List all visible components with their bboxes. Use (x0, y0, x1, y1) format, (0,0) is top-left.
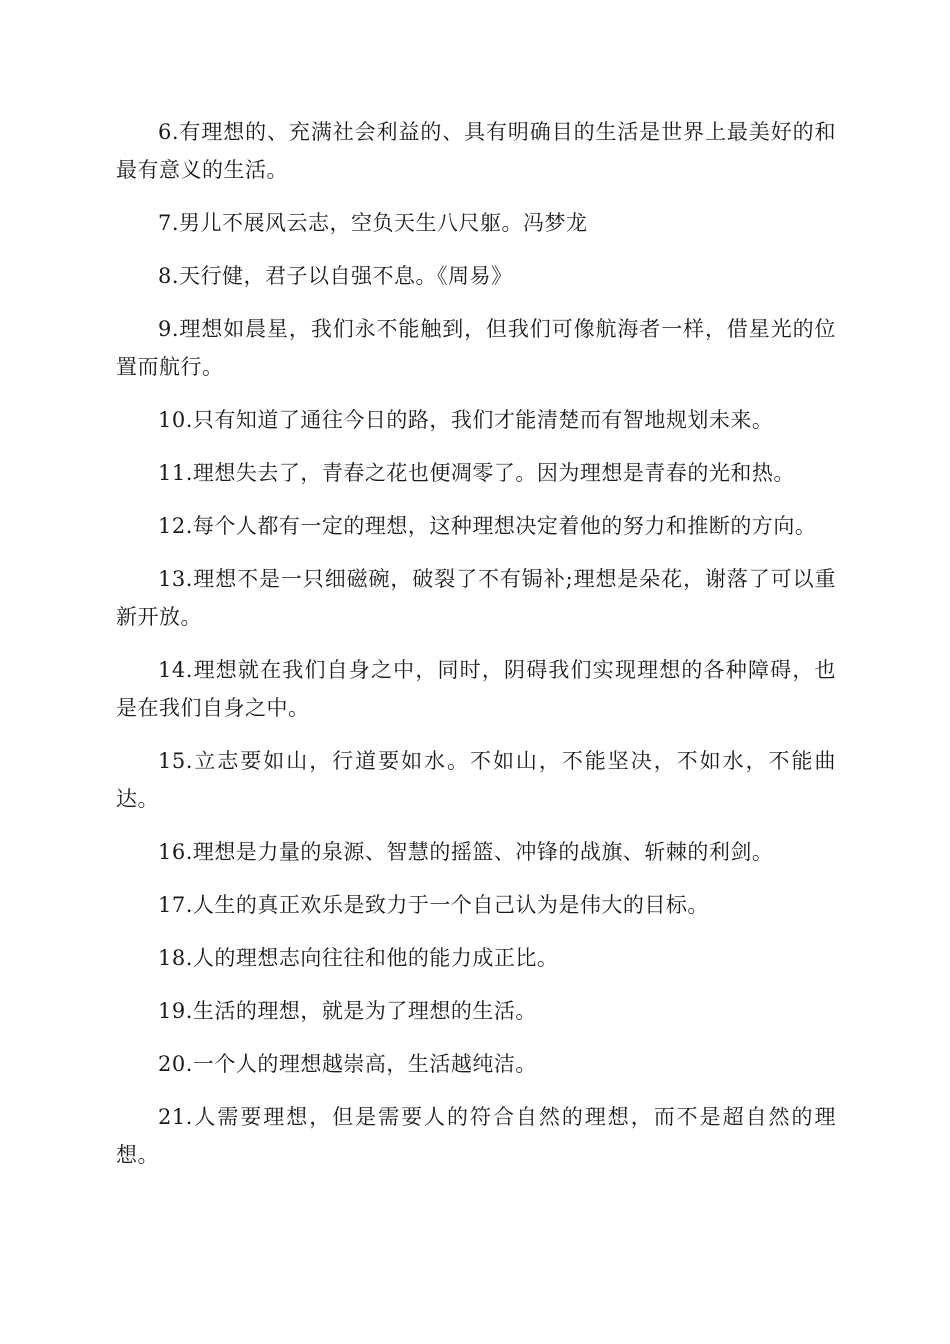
quote-paragraph-8: 8.天行健，君子以自强不息。《周易》 (158, 264, 513, 288)
quote-paragraph-13: 13.理想不是一只细磁碗，破裂了不有锔补;理想是朵花，谢落了可以重新开放。 (116, 567, 836, 629)
quote-paragraph-14: 14.理想就在我们自身之中，同时，阴碍我们实现理想的各种障碍，也是在我们自身之中。 (116, 658, 836, 720)
quote-paragraph-19: 19.生活的理想，就是为了理想的生活。 (158, 999, 537, 1023)
quote-paragraph-20: 20.一个人的理想越崇高，生活越纯洁。 (158, 1052, 537, 1076)
quote-paragraph-10: 10.只有知道了通往今日的路，我们才能清楚而有智地规划未来。 (158, 408, 774, 432)
quote-paragraph-17: 17.人生的真正欢乐是致力于一个自己认为是伟大的目标。 (158, 893, 709, 917)
document-body (116, 113, 836, 1189)
quote-paragraph-18: 18.人的理想志向往往和他的能力成正比。 (158, 946, 559, 970)
quote-paragraph-11: 11.理想失去了，青春之花也便凋零了。因为理想是青春的光和热。 (158, 461, 795, 485)
quote-paragraph-16: 16.理想是力量的泉源、智慧的摇篮、冲锋的战旗、斩棘的利剑。 (158, 840, 774, 864)
quote-paragraph-12: 12.每个人都有一定的理想，这种理想决定着他的努力和推断的方向。 (158, 514, 817, 538)
quote-paragraph-21: 21.人需要理想，但是需要人的符合自然的理想，而不是超自然的理想。 (116, 1105, 836, 1167)
quote-paragraph-6: 6.有理想的、充满社会利益的、具有明确目的生活是世界上最美好的和最有意义的生活。 (116, 120, 836, 182)
quote-paragraph-9: 9.理想如晨星，我们永不能触到，但我们可像航海者一样，借星光的位置而航行。 (116, 317, 836, 379)
quote-paragraph-7: 7.男儿不展风云志，空负天生八尺躯。冯梦龙 (158, 211, 588, 235)
quote-paragraph-15: 15.立志要如山，行道要如水。不如山，不能坚决，不如水，不能曲达。 (116, 749, 836, 811)
